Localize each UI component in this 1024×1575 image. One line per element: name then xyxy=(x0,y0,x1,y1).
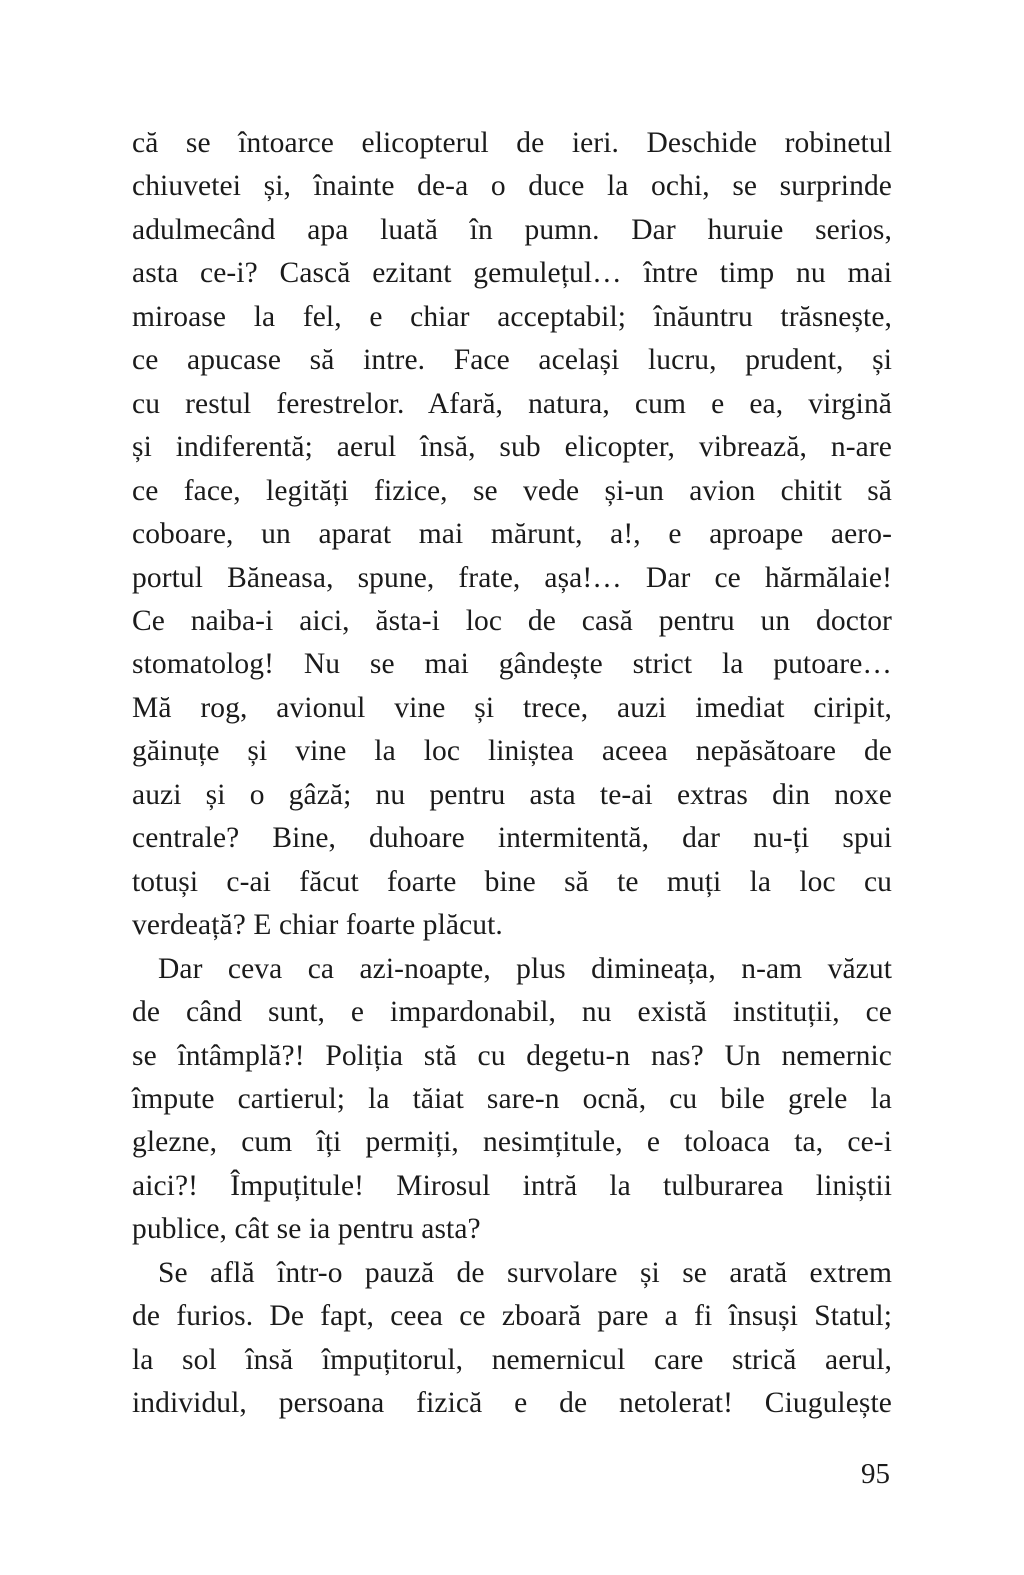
text-line: se întâmplă?! Poliția stă cu degetu-n nas? Un nemernic xyxy=(132,1039,892,1072)
text-line: publice, cât se ia pentru asta? xyxy=(132,1213,481,1246)
text-line: Se află într-o pauză de survolare și se arată extrem xyxy=(158,1256,892,1289)
text-line: de când sunt, e impardonabil, nu există instituții, ce xyxy=(132,996,892,1029)
text-line: chiuvetei și, înainte de-a o duce la ochi, se surprinde xyxy=(132,170,892,203)
paragraph xyxy=(132,122,892,948)
paragraph xyxy=(132,1252,892,1426)
text-line: verdeață? E chiar foarte plăcut. xyxy=(132,909,503,942)
text-line: aici?! Împuțitule! Mirosul intră la tulburarea liniștii xyxy=(132,1169,892,1202)
text-line: adulmecând apa luată în pumn. Dar huruie serios, xyxy=(132,213,892,246)
text-line: și indiferentă; aerul însă, sub elicopter, vibrează, n-are xyxy=(132,431,892,464)
text-line: Dar ceva ca azi-noapte, plus dimineața, n-am văzut xyxy=(158,952,892,985)
text-line: auzi și o gâză; nu pentru asta te-ai extras din noxe xyxy=(132,778,892,811)
text-line: centrale? Bine, duhoare intermitentă, dar nu-ți spui xyxy=(132,822,892,855)
page-number: 95 xyxy=(861,1458,890,1490)
text-line: totuși c-ai făcut foarte bine să te muți la loc cu xyxy=(132,865,892,898)
text-line: împute cartierul; la tăiat sare-n ocnă, cu bile grele la xyxy=(132,1082,892,1115)
text-line: portul Băneasa, spune, frate, așa!… Dar ce hărmălaie! xyxy=(132,561,892,594)
text-line: glezne, cum îți permiți, nesimțitule, e toloaca ta, ce-i xyxy=(132,1126,892,1159)
text-line: Ce naiba-i aici, ăsta-i loc de casă pentru un doctor xyxy=(132,604,892,637)
text-line: că se întoarce elicopterul de ieri. Deschide robinetul xyxy=(132,127,892,159)
text-line: miroase la fel, e chiar acceptabil; înăuntru trăsnește, xyxy=(132,300,892,333)
text-line: ce apucase să intre. Face același lucru, prudent, și xyxy=(132,344,892,377)
paragraph xyxy=(132,948,892,1252)
text-line: de furios. De fapt, ceea ce zboară pare a fi însuși Statul; xyxy=(132,1300,892,1333)
text-line: coboare, un aparat mai mărunt, a!, e aproape aero- xyxy=(132,518,892,551)
text-line: asta ce-i? Cască ezitant gemulețul… între timp nu mai xyxy=(132,257,892,290)
text-line: ce face, legități fizice, se vede și-un avion chitit să xyxy=(132,474,892,507)
text-line: găinuțe și vine la loc liniștea aceea nepăsătoare de xyxy=(132,735,892,768)
text-line: stomatolog! Nu se mai gândește strict la putoare… xyxy=(132,648,892,681)
text-line: Mă rog, avionul vine și trece, auzi imediat ciripit, xyxy=(132,691,892,724)
text-line: la sol însă împuțitorul, nemernicul care strică aerul, xyxy=(132,1343,892,1376)
page-text xyxy=(132,122,892,1426)
text-line: individul, persoana fizică e de netolerat! Ciugulește xyxy=(132,1387,892,1420)
text-line: cu restul ferestrelor. Afară, natura, cum e ea, virgină xyxy=(132,387,892,420)
